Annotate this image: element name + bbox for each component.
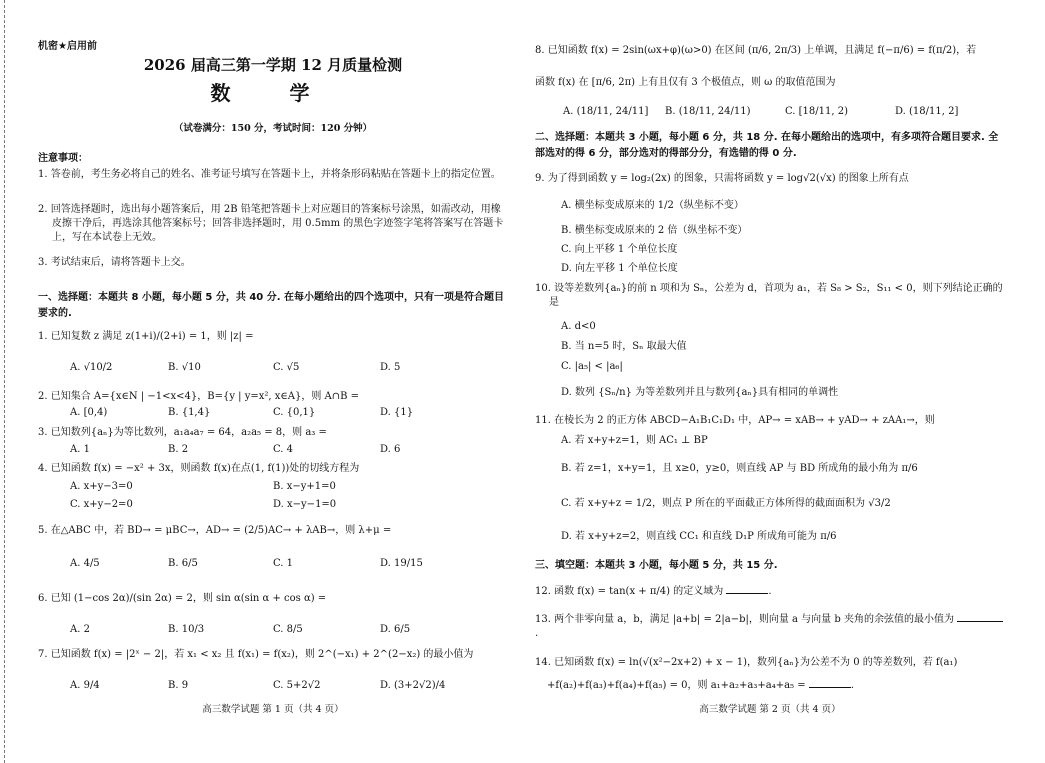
option-a: A. [0,4) <box>70 407 108 418</box>
page-footer-2: 高三数学试题 第 2 页（共 4 页） <box>699 704 841 715</box>
question-1-stem: 1. 已知复数 z 满足 z(1+i)/(2+i) = 1，则 |z| = <box>38 331 254 342</box>
answer-blank <box>957 612 1003 622</box>
question-4-options-row1 <box>38 481 508 495</box>
question-11-stem: 11. 在棱长为 2 的正方体 ABCD−A₁B₁C₁D₁ 中，AP→ = xAB→ + yAD→ + zAA₁→，则 <box>535 415 935 426</box>
question-10-option-d: D. 数列 {Sₙ/n} 为等差数列并且与数列{aₙ}具有相同的单调性 <box>561 387 839 398</box>
question-2-options <box>38 407 508 421</box>
question-8-options <box>535 106 1005 120</box>
question-14-line1: 14. 已知函数 f(x) = ln(√(x²−2x+2) + x − 1)，数列{aₙ}为公差不为 0 的等差数列，若 f(a₁) <box>535 657 958 668</box>
question-12-tail: . <box>768 586 772 597</box>
section-1-title: 一、选择题：本题共 8 小题，每小题 5 分，共 40 分. 在每小题给出的四个选项中，只有一项是符合题目要求的. <box>38 292 505 319</box>
question-9-option-a: A. 横坐标变成原来的 1/2（纵坐标不变） <box>561 200 744 211</box>
option-d: D. 6 <box>380 444 401 455</box>
binding-line <box>4 0 5 763</box>
question-14-line2 <box>535 678 1005 693</box>
option-a: A. √10/2 <box>70 362 113 373</box>
option-d: D. 6/5 <box>380 624 411 635</box>
notice-item-2: 2. 回答选择题时，选出每小题答案后，用 2B 铅笔把答题卡上对应题目的答案标号涂黑，如需改动，用橡皮擦干净后，再选涂其他答案标号；回答非选择题时，用 0.5mm 的黑色字迹签字笔将答案写在答题卡上，写在本试卷上无效。 <box>38 204 504 243</box>
question-9-option-d: D. 向左平移 1 个单位长度 <box>561 263 678 274</box>
option-c: C. 5+2√2 <box>273 680 321 691</box>
question-13-tail: . <box>535 628 539 639</box>
option-b: B. 2 <box>168 444 189 455</box>
question-11-option-d: D. 若 x+y+z=2，则直线 CC₁ 和直线 D₁P 所成角可能为 π/6 <box>561 531 837 542</box>
option-c: C. 8/5 <box>273 624 303 635</box>
option-d: D. (18/11, 2] <box>895 106 959 117</box>
option-b: B. √10 <box>168 362 201 373</box>
option-d: D. 19/15 <box>380 558 423 569</box>
answer-blank <box>809 678 851 688</box>
question-6-options <box>38 624 508 638</box>
page-2 <box>535 0 1005 763</box>
option-d: D. x−y−1=0 <box>273 499 337 510</box>
option-b: B. {1,4} <box>168 407 211 418</box>
secret-mark: 机密★启用前 <box>38 41 97 52</box>
page-1 <box>38 0 508 763</box>
answer-blank <box>726 584 768 594</box>
option-b: B. 6/5 <box>168 558 198 569</box>
question-14-stem-line2: +f(a₂)+f(a₃)+f(a₄)+f(a₅) = 0，则 a₁+a₂+a₃+a₄+a₅ = <box>547 680 806 691</box>
option-a: A. 2 <box>70 624 90 635</box>
question-13-stem: 13. 两个非零向量 a，b，满足 |a+b| = 2|a−b|，则向量 a 与向量 b 夹角的余弦值的最小值为 <box>535 614 954 625</box>
question-1-options <box>38 362 508 376</box>
question-9-stem: 9. 为了得到函数 y = log₂(2x) 的图象，只需将函数 y = log√2(√x) 的图象上所有点 <box>535 173 909 184</box>
question-11-option-b: B. 若 z=1，x+y=1，且 x≥0，y≥0，则直线 AP 与 BD 所成角的最小角为 π/6 <box>561 463 918 474</box>
notice-item-3: 3. 考试结束后，请将答题卡上交。 <box>38 257 191 268</box>
question-7-options <box>38 680 508 694</box>
question-12 <box>535 584 1005 599</box>
option-c: C. [18/11, 2) <box>785 106 848 117</box>
option-d: D. 5 <box>380 362 401 373</box>
exam-info: （试卷满分：150 分，考试时间：120 分钟） <box>173 123 373 134</box>
question-8-stem-line2: 函数 f(x) 在 [π/6, 2π) 上有且仅有 3 个极值点，则 ω 的取值范围为 <box>535 77 836 88</box>
question-6-stem: 6. 已知 (1−cos 2α)/(sin 2α) = 2，则 sin α(sin α + cos α) = <box>38 593 327 604</box>
option-c: C. 4 <box>273 444 294 455</box>
section-2-title: 二、选择题：本题共 3 小题，每小题 6 分，共 18 分. 在每小题给出的选项中，有多项符合题目要求. 全部选对的得 6 分，部分选对的得部分分，有选错的得 0 分. <box>535 132 999 159</box>
option-d: D. (3+2√2)/4 <box>380 680 446 691</box>
option-a: A. 4/5 <box>70 558 100 569</box>
question-5-options <box>38 558 508 572</box>
option-c: C. x+y−2=0 <box>70 499 133 510</box>
option-a: A. (18/11, 24/11] <box>563 106 649 117</box>
question-14-tail: . <box>850 680 854 691</box>
question-7-stem: 7. 已知函数 f(x) = |2ˣ − 2|，若 x₁ < x₂ 且 f(x₁) = f(x₂)，则 2^(−x₁) + 2^(2−x₂) 的最小值为 <box>38 649 474 660</box>
option-c: C. 1 <box>273 558 294 569</box>
option-b: B. 10/3 <box>168 624 205 635</box>
question-8-stem-line1: 8. 已知函数 f(x) = 2sin(ωx+φ)(ω>0) 在区间 (π/6, 2π/3) 上单调，且满足 f(−π/6) = f(π/2)，若 <box>535 45 977 56</box>
question-13 <box>535 612 1005 641</box>
question-12-stem: 12. 函数 f(x) = tan(x + π/4) 的定义域为 <box>535 586 724 597</box>
subject-title: 数 学 <box>210 81 336 105</box>
page-footer-1: 高三数学试题 第 1 页（共 4 页） <box>202 704 344 715</box>
section-3-title: 三、填空题：本题共 3 小题，每小题 5 分，共 15 分. <box>535 560 778 571</box>
notice-heading: 注意事项： <box>38 153 88 164</box>
question-10-option-b: B. 当 n=5 时，Sₙ 取最大值 <box>561 341 687 352</box>
option-b: B. (18/11, 24/11) <box>665 106 751 117</box>
question-10-option-a: A. d<0 <box>561 321 596 332</box>
question-9-option-b: B. 横坐标变成原来的 2 倍（纵坐标不变） <box>561 225 748 236</box>
option-d: D. {1} <box>380 407 414 418</box>
question-9-option-c: C. 向上平移 1 个单位长度 <box>561 244 678 255</box>
question-4-stem: 4. 已知函数 f(x) = −x² + 3x，则函数 f(x)在点(1, f(1))处的切线方程为 <box>38 463 360 474</box>
question-3-stem: 3. 已知数列{aₙ}为等比数列，a₁a₄a₇ = 64，a₂a₅ = 8，则 a₃ = <box>38 427 327 438</box>
question-5-stem: 5. 在△ABC 中，若 BD→ = μBC→，AD→ = (2/5)AC→ + λAB→，则 λ+μ = <box>38 525 392 536</box>
option-a: A. 1 <box>70 444 90 455</box>
option-c: C. {0,1} <box>273 407 316 418</box>
option-c: C. √5 <box>273 362 300 373</box>
notice-item-1: 1. 答卷前，考生务必将自己的姓名、准考证号填写在答题卡上，并将条形码粘贴在答题卡上的指定位置。 <box>38 169 501 180</box>
question-11-option-a: A. 若 x+y+z=1，则 AC₁ ⊥ BP <box>561 435 708 446</box>
question-10-stem: 10. 设等差数列{aₙ}的前 n 项和为 Sₙ，公差为 d，首项为 a₁，若 S₈ > S₂，S₁₁ < 0，则下列结论正确的是 <box>535 283 1003 308</box>
question-3-options <box>38 444 508 458</box>
question-4-options-row2 <box>38 499 508 513</box>
question-11-option-c: C. 若 x+y+z = 1/2，则点 P 所在的平面截正方体所得的截面面积为 √3/2 <box>561 498 891 509</box>
option-b: B. x−y+1=0 <box>273 481 336 492</box>
option-a: A. x+y−3=0 <box>70 481 133 492</box>
question-10-option-c: C. |a₅| < |a₆| <box>561 361 623 372</box>
question-2-stem: 2. 已知集合 A={x∈N | −1<x<4}，B={y | y=x², x∈A}，则 A∩B = <box>38 391 360 402</box>
option-b: B. 9 <box>168 680 189 691</box>
exam-title: 2026 届高三第一学期 12 月质量检测 <box>143 56 403 74</box>
option-a: A. 9/4 <box>70 680 100 691</box>
